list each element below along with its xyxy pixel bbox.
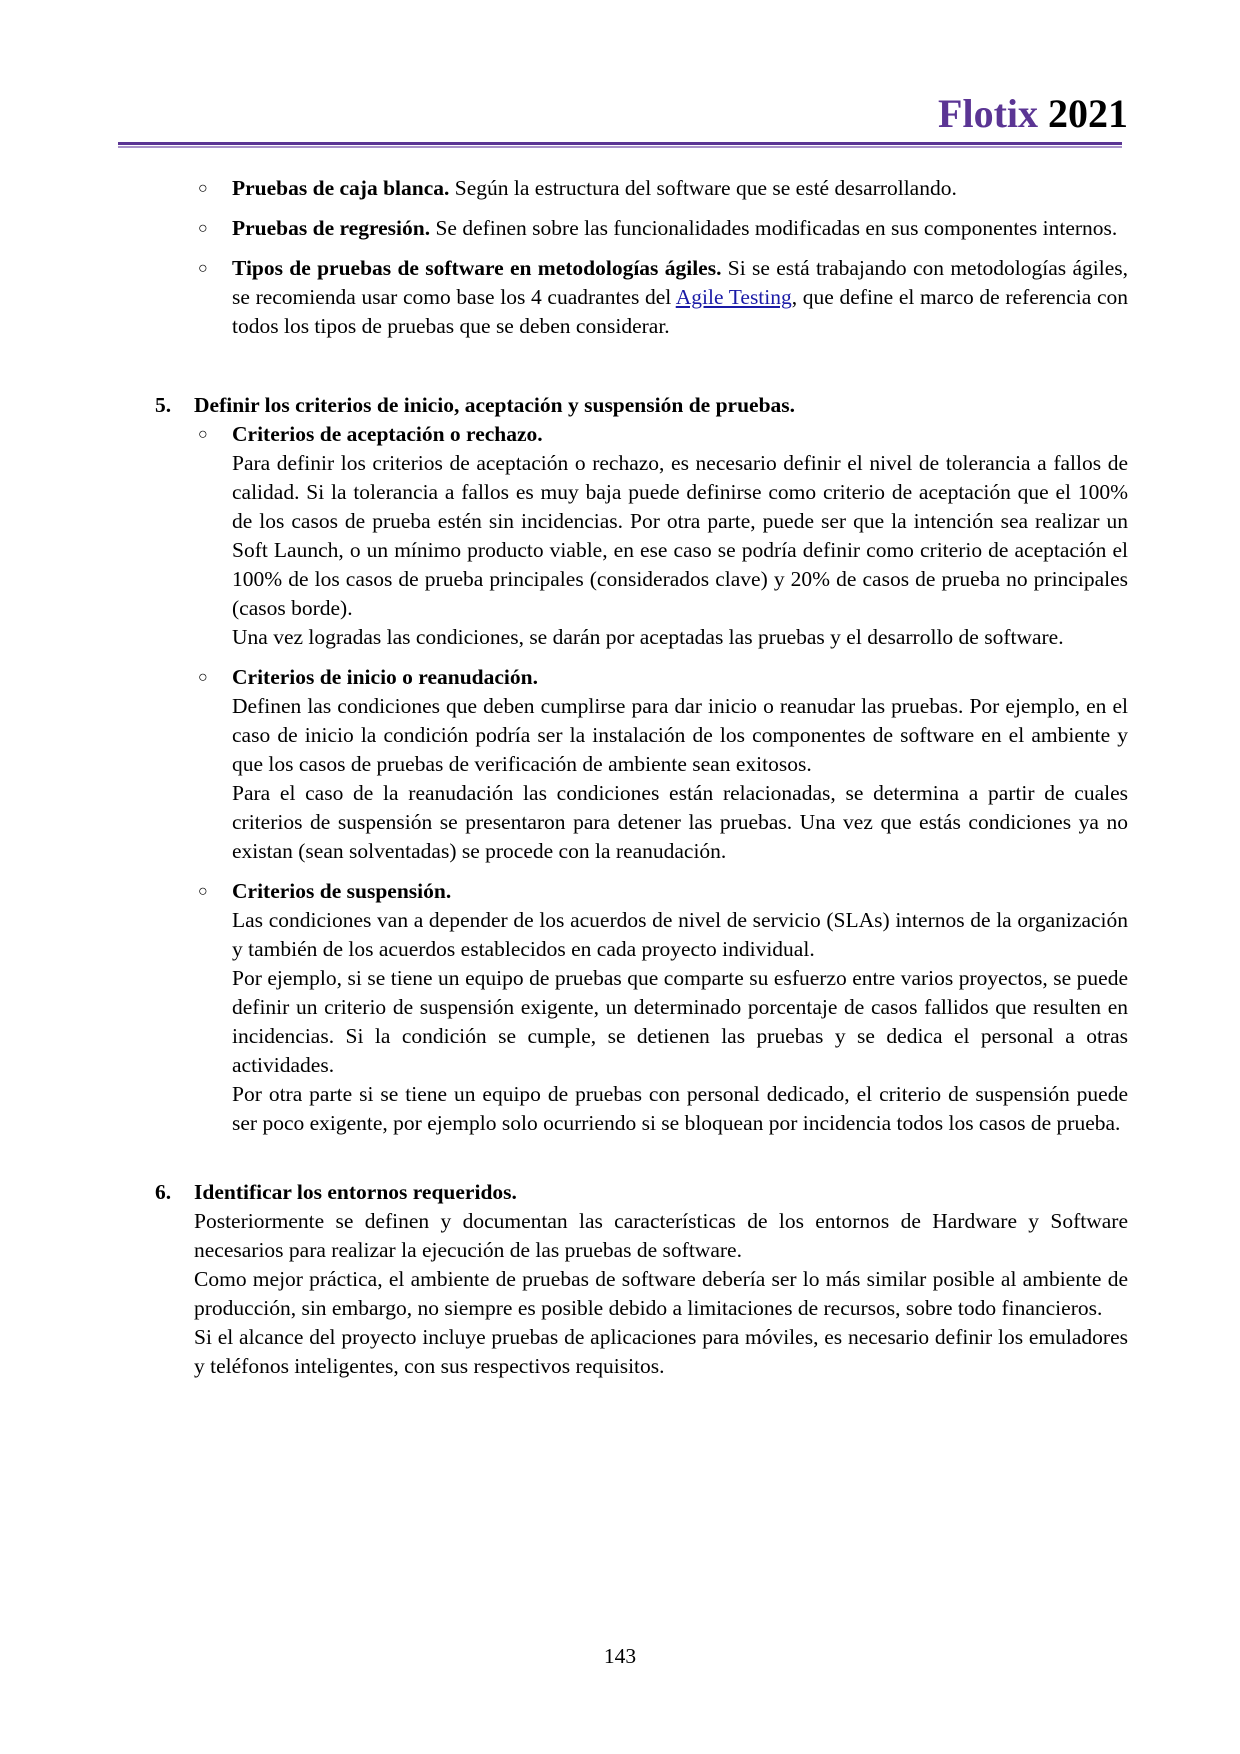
bullet-item xyxy=(0,174,1240,203)
paragraph: Para definir los criterios de aceptación o rechazo, es necesario definir el nivel de tolerancia a fallos de calidad. Si la tolerancia a fallos es muy baja puede definirse como criterio de aceptación que el 100% de los casos de prueba estén sin incidencias. Por otra parte, puede ser que la intención sea realizar un Soft Launch, o un mínimo producto viable, en ese caso se podría definir como criterio de aceptación el 100% de los casos de prueba principales (considerados clave) y 20% de casos de prueba no principales (casos borde). xyxy=(232,451,1128,620)
paragraph: Si el alcance del proyecto incluye pruebas de aplicaciones para móviles, es necesario definir los emuladores y teléfonos inteligentes, con sus respectivos requisitos. xyxy=(194,1325,1128,1378)
circle-bullet-icon: ○ xyxy=(198,883,208,900)
page-header-title xyxy=(938,90,1128,138)
bullet-text: , que define el marco de referencia con todos los tipos de pruebas que se deben considerar. xyxy=(232,285,1128,338)
agile-testing-link[interactable]: Agile Testing xyxy=(675,285,792,309)
criteria-item-start xyxy=(194,663,1128,866)
criteria-title: Criterios de inicio o reanudación. xyxy=(232,665,538,689)
header-brand: Flotix xyxy=(938,91,1038,136)
bullet-item xyxy=(0,214,1240,243)
paragraph: Por ejemplo, si se tiene un equipo de pruebas que comparte su esfuerzo entre varios proyectos, se puede definir un criterio de suspensión exigente, un determinado porcentaje de casos fallidos que resulten en incidencias. Si la condición se cumple, se detienen las pruebas y se dedica el personal a otras actividades. xyxy=(232,966,1128,1077)
bullet-text: Se definen sobre las funcionalidades modificadas en sus componentes internos. xyxy=(430,216,1118,240)
header-rule xyxy=(118,142,1122,148)
circle-bullet-icon: ○ xyxy=(198,426,208,443)
bullet-text: Según la estructura del software que se esté desarrollando. xyxy=(449,176,957,200)
paragraph: Una vez logradas las condiciones, se darán por aceptadas las pruebas y el desarrollo de software. xyxy=(232,625,1064,649)
circle-bullet-icon: ○ xyxy=(198,180,208,197)
paragraph: Definen las condiciones que deben cumplirse para dar inicio o reanudar las pruebas. Por ejemplo, en el caso de inicio la condición podría ser la instalación de los componentes de software en el ambiente y que los casos de pruebas de verificación de ambiente sean exitosos. xyxy=(232,694,1128,776)
section-5 xyxy=(0,391,1240,1138)
criteria-title: Criterios de suspensión. xyxy=(232,879,452,903)
criteria-item-suspension xyxy=(194,877,1128,1138)
section-number: 5. xyxy=(155,393,172,417)
section-number: 6. xyxy=(155,1180,172,1204)
section-6 xyxy=(0,1178,1240,1381)
section-heading: Identificar los entornos requeridos. xyxy=(194,1180,517,1204)
paragraph: Posteriormente se definen y documentan las características de los entornos de Hardware y Software necesarios para realizar la ejecución de las pruebas de software. xyxy=(194,1209,1128,1262)
paragraph: Las condiciones van a depender de los acuerdos de nivel de servicio (SLAs) internos de la organización y también de los acuerdos establecidos en cada proyecto individual. xyxy=(232,908,1128,961)
header-rule-light xyxy=(118,146,1122,148)
circle-bullet-icon: ○ xyxy=(198,220,208,237)
paragraph: Para el caso de la reanudación las condiciones están relacionadas, se determina a partir de cuales criterios de suspensión se presentaron para detener las pruebas. Una vez que estás condiciones ya no existan (sean solventadas) se procede con la reanudación. xyxy=(232,781,1128,863)
bullet-title: Tipos de pruebas de software en metodologías ágiles. xyxy=(232,256,722,280)
bullet-item xyxy=(0,254,1240,341)
page-number: 143 xyxy=(603,1644,637,1668)
bullet-text: Si se está trabajando con metodologías ágiles, se recomienda usar como base los 4 cuadrantes del xyxy=(232,256,1128,309)
bullet-title: Pruebas de regresión. xyxy=(232,216,431,240)
paragraph: Por otra parte si se tiene un equipo de pruebas con personal dedicado, el criterio de suspensión puede ser poco exigente, por ejemplo solo ocurriendo si se bloquean por incidencia todos los casos de prueba. xyxy=(232,1082,1128,1135)
criteria-title: Criterios de aceptación o rechazo. xyxy=(232,422,543,446)
header-year: 2021 xyxy=(1048,91,1128,136)
section-heading: Definir los criterios de inicio, aceptación y suspensión de pruebas. xyxy=(194,393,796,417)
page-content xyxy=(0,174,1240,1381)
circle-bullet-icon: ○ xyxy=(198,260,208,277)
criteria-item-acceptance xyxy=(194,420,1128,652)
header-rule-dark xyxy=(118,142,1122,145)
bullet-title: Pruebas de caja blanca. xyxy=(232,176,450,200)
circle-bullet-icon: ○ xyxy=(198,669,208,686)
paragraph: Como mejor práctica, el ambiente de pruebas de software debería ser lo más similar posible al ambiente de producción, sin embargo, no siempre es posible debido a limitaciones de recursos, sobre todo financieros. xyxy=(194,1267,1128,1320)
